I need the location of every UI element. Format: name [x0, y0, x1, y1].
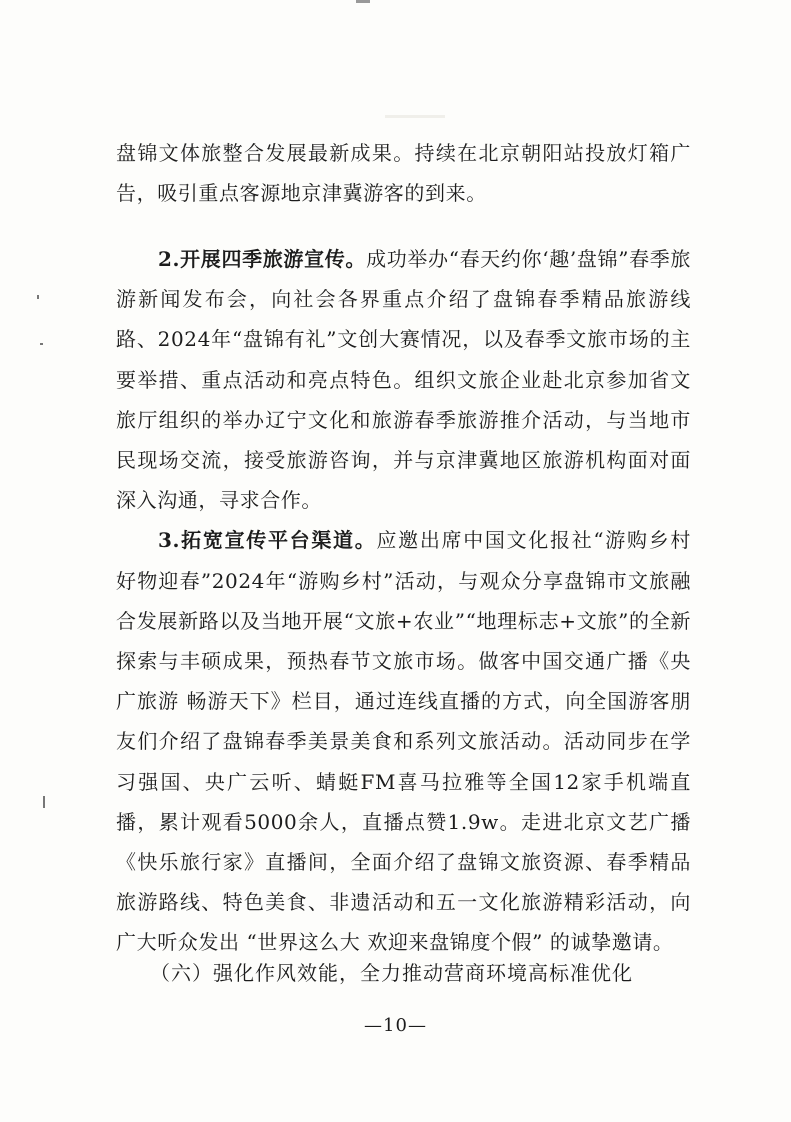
intro-text: 盘锦文体旅整合发展最新成果。持续在北京朝阳站投放灯箱广告，吸引重点客源地京津冀游客的到来。	[116, 141, 691, 206]
scan-mark	[43, 796, 45, 808]
paragraph-section-2	[116, 239, 691, 520]
scan-mark	[356, 0, 370, 3]
paragraph-section-3	[116, 520, 691, 962]
section-3-heading: 3.拓宽宣传平台渠道。	[158, 528, 377, 553]
section-2-body: 成功举办“春天约你‘趣’盘锦”春季旅游新闻发布会，向社会各界重点介绍了盘锦春季精品旅游线路、2024年“盘锦有礼”文创大赛情况，以及春季文旅市场的主要举措、重点活动和亮点特色。组织文旅企业赴北京参加省文旅厅组织的举办辽宁文化和旅游春季旅游推介活动，与当地市民现场交流，接受旅游咨询，并与京津冀地区旅游机构面对面深入沟通，寻求合作。	[116, 247, 692, 513]
scan-mark	[40, 343, 43, 345]
main-content	[116, 239, 691, 963]
scan-mark	[37, 295, 39, 299]
section-6-heading: （六）强化作风效能，全力推动营商环境高标准优化	[150, 961, 633, 985]
intro-paragraph	[116, 133, 691, 213]
page-number: —10—	[364, 1015, 427, 1036]
section-3-body: 应邀出席中国文化报社“游购乡村 好物迎春”2024年“游购乡村”活动，与观众分享盘锦市文旅融合发展新路以及当地开展“文旅+农业”“地理标志+文旅”的全新探索与丰硕成果，预热春节文旅市场。做客中国交通广播《央广旅游 畅游天下》栏目，通过连线直播的方式，向全国游客朋友们介绍了盘锦春季美景美食和系列文旅活动。活动同步在学习强国、央广云听、蜻蜓FM喜马拉雅等全国12家手机端直播，累计观看5000余人，直播点赞1.9w。走进北京文艺广播《快乐旅行家》直播间，全面介绍了盘锦文旅资源、春季精品旅游路线、特色美食、非遗活动和五一文化旅游精彩活动，向广大听众发出 “世界这么大 欢迎来盘锦度个假” 的诚挚邀请。	[116, 528, 691, 955]
section-2-heading: 2.开展四季旅游宣传。	[158, 247, 367, 271]
scan-mark	[385, 115, 445, 118]
